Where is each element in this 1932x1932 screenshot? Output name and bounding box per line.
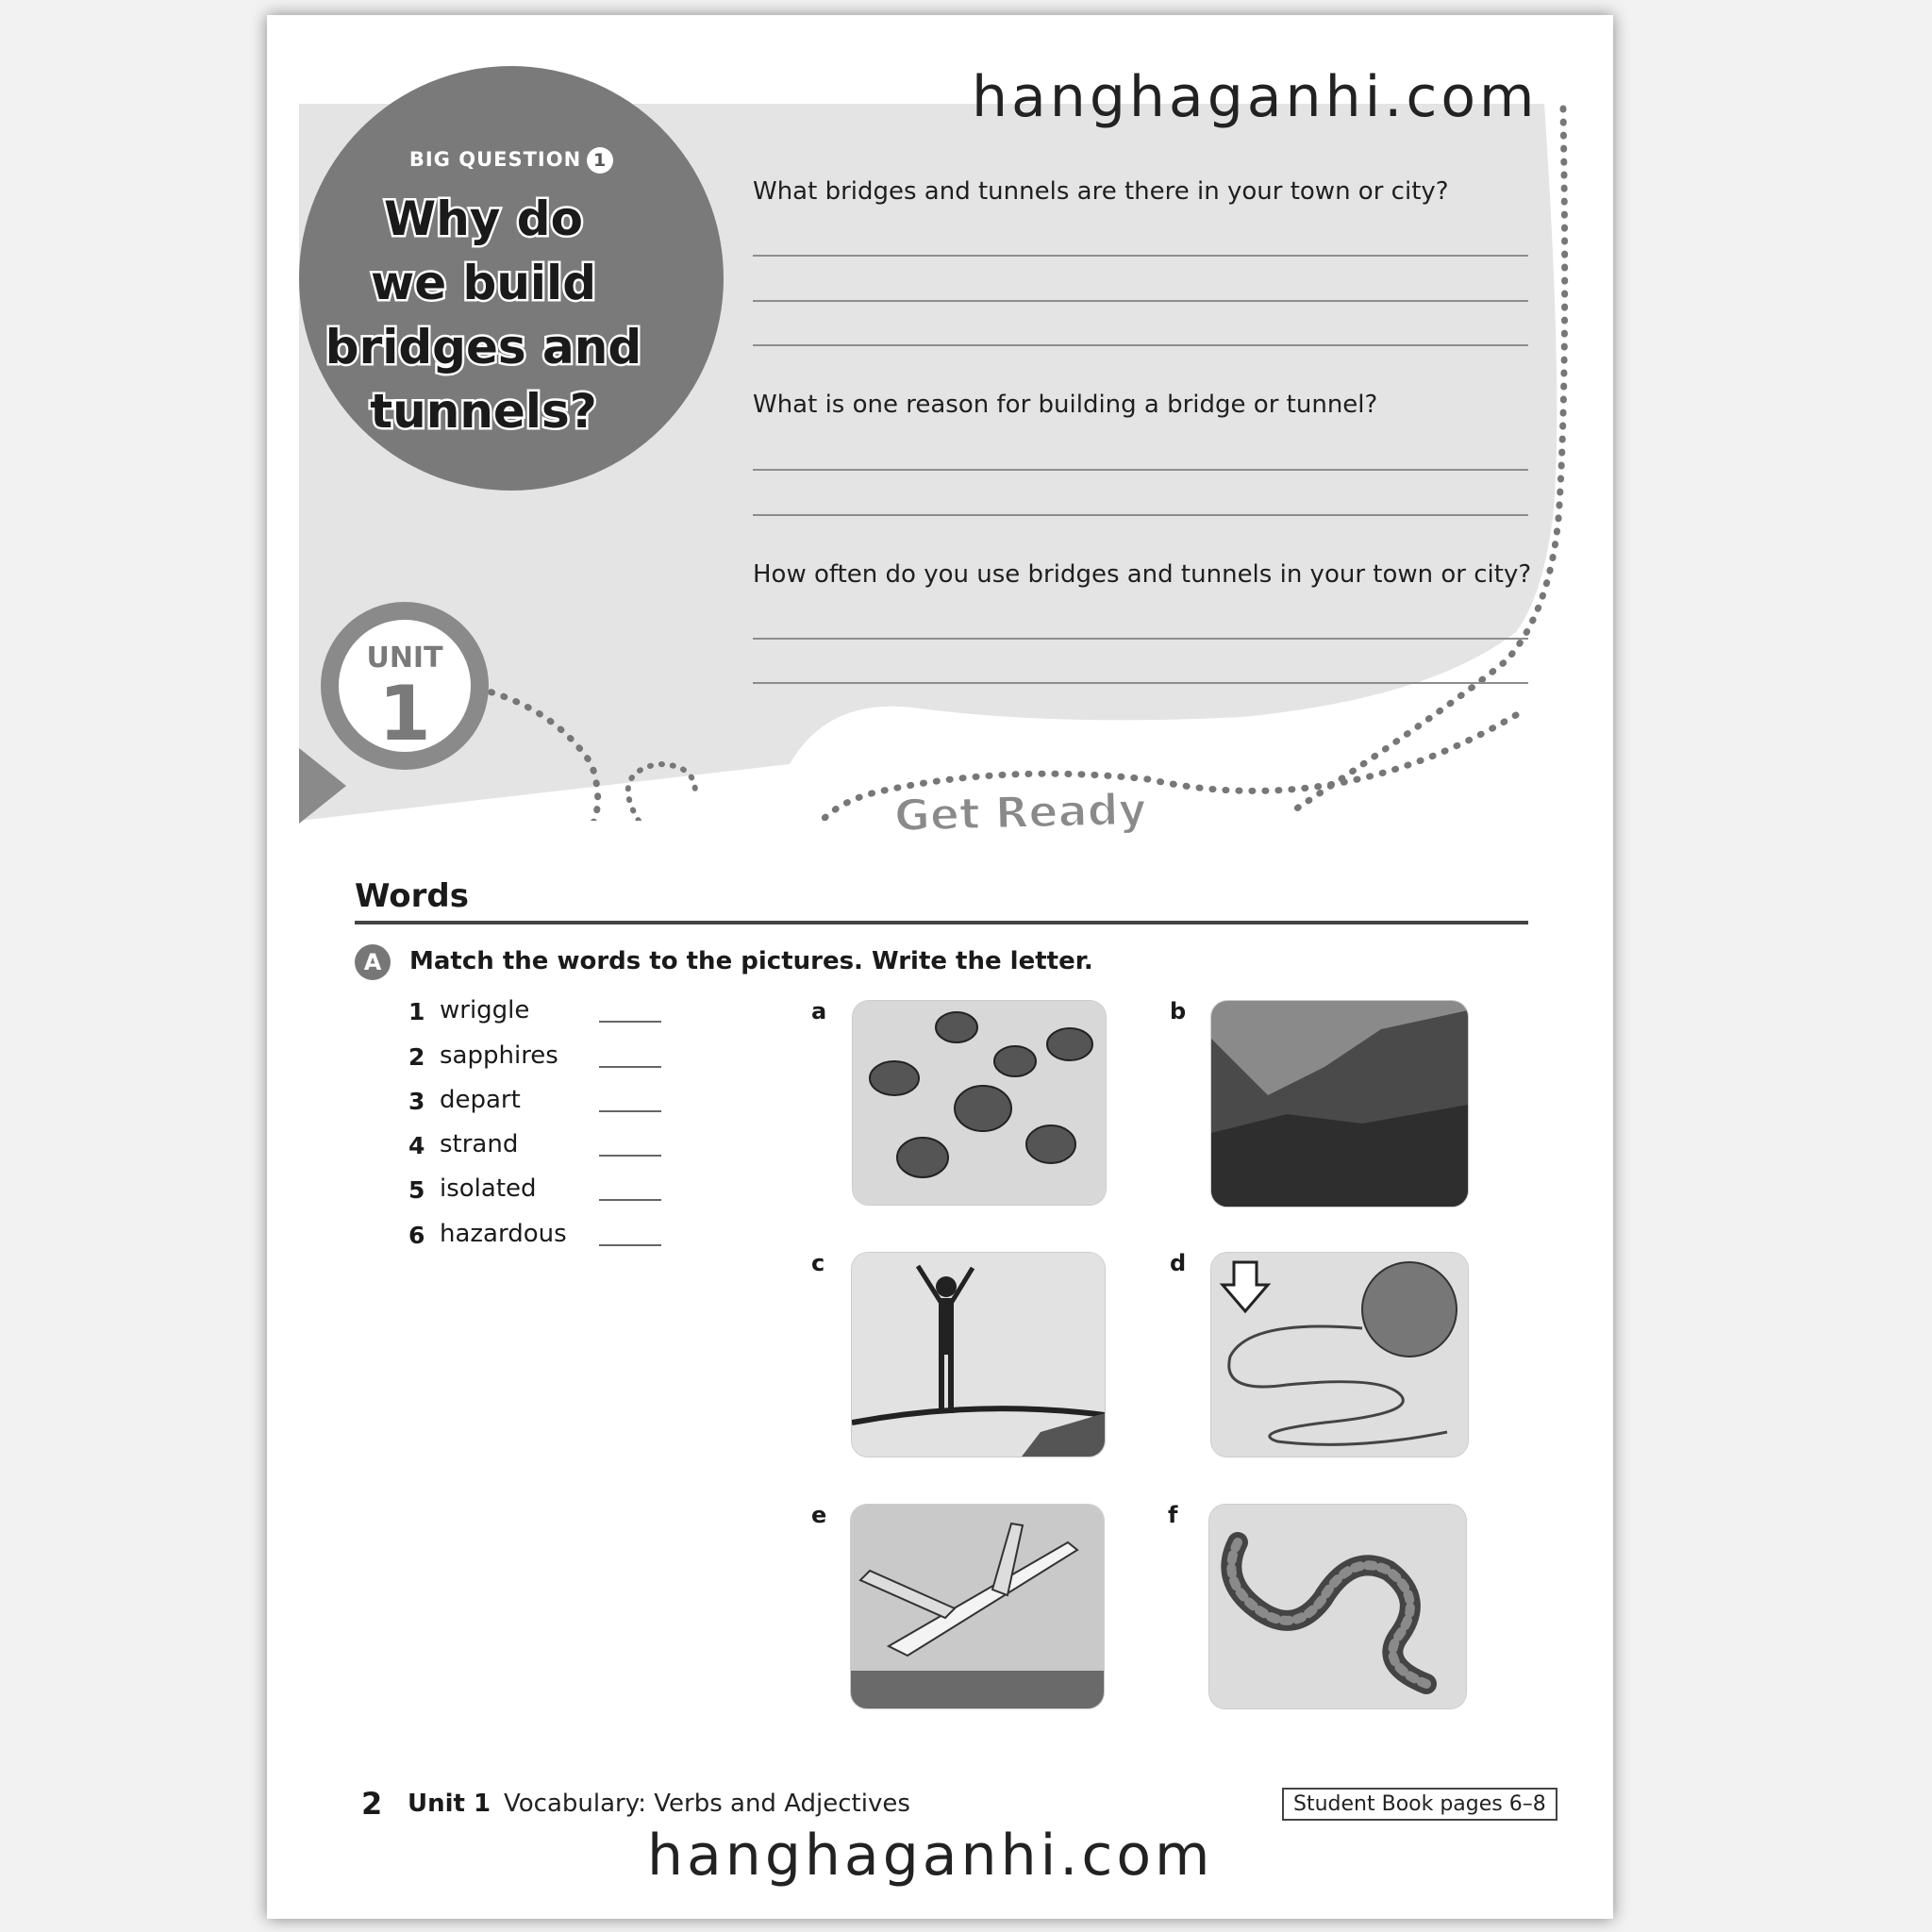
item-word: sapphires	[440, 1041, 558, 1070]
exercise-instruction: Match the words to the pictures. Write the letter.	[409, 947, 1093, 975]
words-heading: Words	[355, 877, 469, 915]
footer-topic: Vocabulary: Verbs and Adjectives	[504, 1790, 910, 1818]
picture-label: e	[811, 1502, 827, 1528]
unit-pointer	[299, 748, 346, 824]
airplane-image	[850, 1504, 1105, 1709]
watermark-bottom: hanghaganhi.com	[647, 1823, 1214, 1889]
answer-line[interactable]	[753, 638, 1528, 640]
answer-blank[interactable]	[599, 1155, 661, 1157]
picture-label: c	[811, 1250, 825, 1276]
watermark-top: hanghaganhi.com	[972, 64, 1539, 130]
item-number: 5	[408, 1176, 425, 1204]
big-question-title: Why do we build bridges and tunnels?	[325, 192, 642, 439]
picture-label: f	[1168, 1502, 1178, 1528]
answer-blank[interactable]	[599, 1199, 661, 1201]
big-question-number: 1	[587, 147, 613, 174]
answer-line[interactable]	[753, 514, 1528, 516]
item-word: wriggle	[440, 996, 530, 1024]
snake-image	[1208, 1504, 1467, 1709]
page-number: 2	[361, 1786, 383, 1822]
big-question-label: BIG QUESTION 1	[299, 147, 724, 174]
get-ready-title: Get Ready	[893, 783, 1148, 841]
answer-blank[interactable]	[599, 1110, 661, 1112]
item-word: depart	[440, 1086, 521, 1114]
words-divider	[355, 921, 1528, 924]
item-number: 3	[408, 1088, 425, 1115]
answer-blank[interactable]	[599, 1021, 661, 1023]
answer-line[interactable]	[753, 255, 1528, 257]
gems-image	[852, 1000, 1107, 1206]
item-word: hazardous	[440, 1220, 567, 1248]
footer-unit: Unit 1	[408, 1790, 491, 1818]
unit-number: 1	[378, 670, 431, 758]
exercise-a-badge: A	[355, 944, 391, 980]
unit-label: UNIT	[366, 641, 443, 675]
yarn-strand-image	[1210, 1252, 1469, 1457]
item-number: 2	[408, 1043, 425, 1071]
item-number: 1	[408, 998, 425, 1025]
item-word: isolated	[440, 1174, 537, 1203]
picture-label: a	[811, 998, 827, 1024]
answer-blank[interactable]	[599, 1244, 661, 1246]
tightrope-walker-image	[851, 1252, 1106, 1457]
picture-label: b	[1170, 998, 1187, 1024]
student-book-reference: Student Book pages 6–8	[1282, 1788, 1557, 1821]
item-word: strand	[440, 1130, 519, 1158]
answer-line[interactable]	[753, 682, 1528, 684]
answer-blank[interactable]	[599, 1066, 661, 1068]
picture-label: d	[1170, 1250, 1187, 1276]
answer-line[interactable]	[753, 300, 1528, 302]
answer-line[interactable]	[753, 469, 1528, 471]
mountain-forest-image	[1210, 1000, 1469, 1208]
item-number: 6	[408, 1222, 425, 1249]
question-2: What is one reason for building a bridge or tunnel?	[753, 391, 1378, 419]
answer-line[interactable]	[753, 344, 1528, 346]
item-number: 4	[408, 1132, 425, 1159]
question-3: How often do you use bridges and tunnels in your town or city?	[753, 560, 1532, 589]
question-1: What bridges and tunnels are there in your town or city?	[753, 177, 1449, 206]
